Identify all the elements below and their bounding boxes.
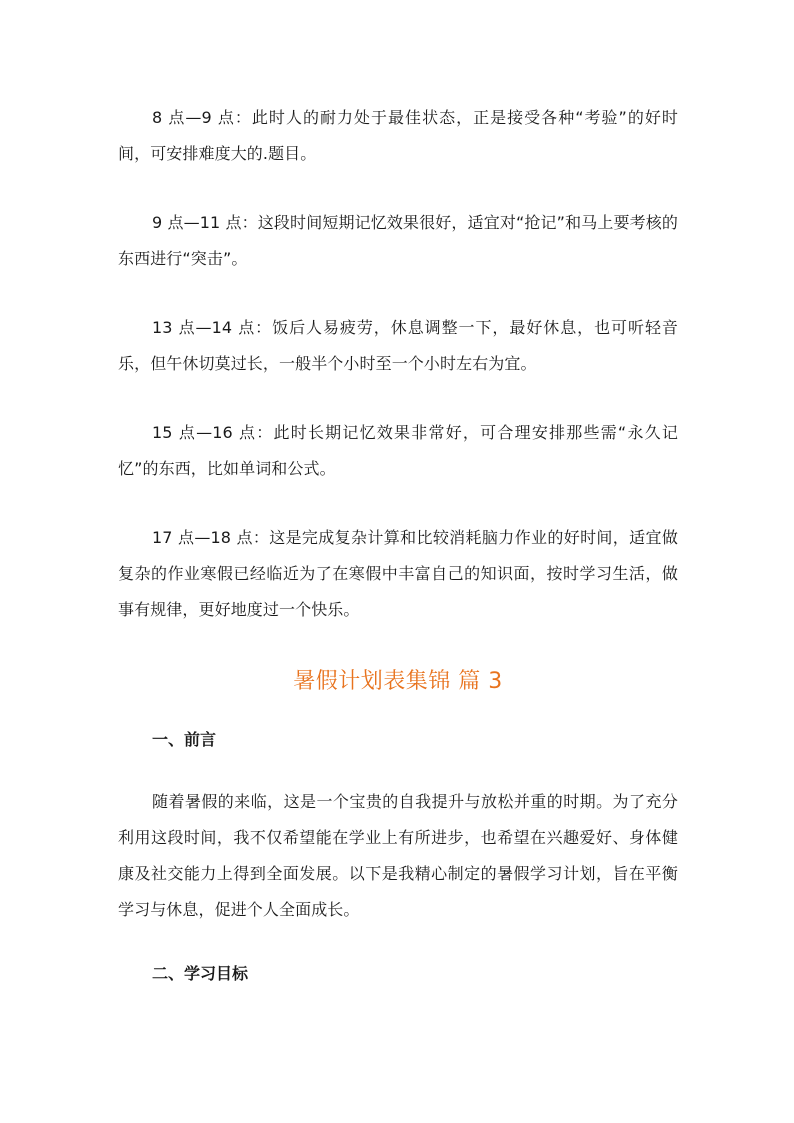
heading-preface: 一、前言	[152, 730, 217, 749]
paragraph-17-18: 17 点—18 点：这是完成复杂计算和比较消耗脑力作业的好时间，适宜做复杂的作业寒假已经临近为了在寒假中丰富自己的知识面，按时学习生活，做事有规律，更好地度过一个快乐。	[118, 528, 678, 619]
document-body	[118, 100, 678, 992]
paragraph-8-9: 8 点—9 点：此时人的耐力处于最佳状态，正是接受各种“考验”的好时间，可安排难度大的.题目。	[118, 108, 678, 163]
section-title: 暑假计划表集锦 篇 3	[293, 669, 503, 694]
heading-learning-goals: 二、学习目标	[152, 964, 249, 983]
paragraph-13-14: 13 点—14 点：饭后人易疲劳，休息调整一下，最好休息，也可听轻音乐，但午休切莫过长，一般半个小时至一个小时左右为宜。	[118, 318, 678, 373]
intro-paragraph: 随着暑假的来临，这是一个宝贵的自我提升与放松并重的时期。为了充分利用这段时间，我不仅希望能在学业上有所进步，也希望在兴趣爱好、身体健康及社交能力上得到全面发展。以下是我精心制定的暑假学习计划，旨在平衡学习与休息，促进个人全面成长。	[118, 792, 678, 919]
paragraph-15-16: 15 点—16 点：此时长期记忆效果非常好，可合理安排那些需“永久记忆”的东西，比如单词和公式。	[118, 423, 678, 478]
paragraph-9-11: 9 点—11 点：这段时间短期记忆效果很好，适宜对“抢记”和马上要考核的东西进行“突击”。	[118, 213, 678, 268]
